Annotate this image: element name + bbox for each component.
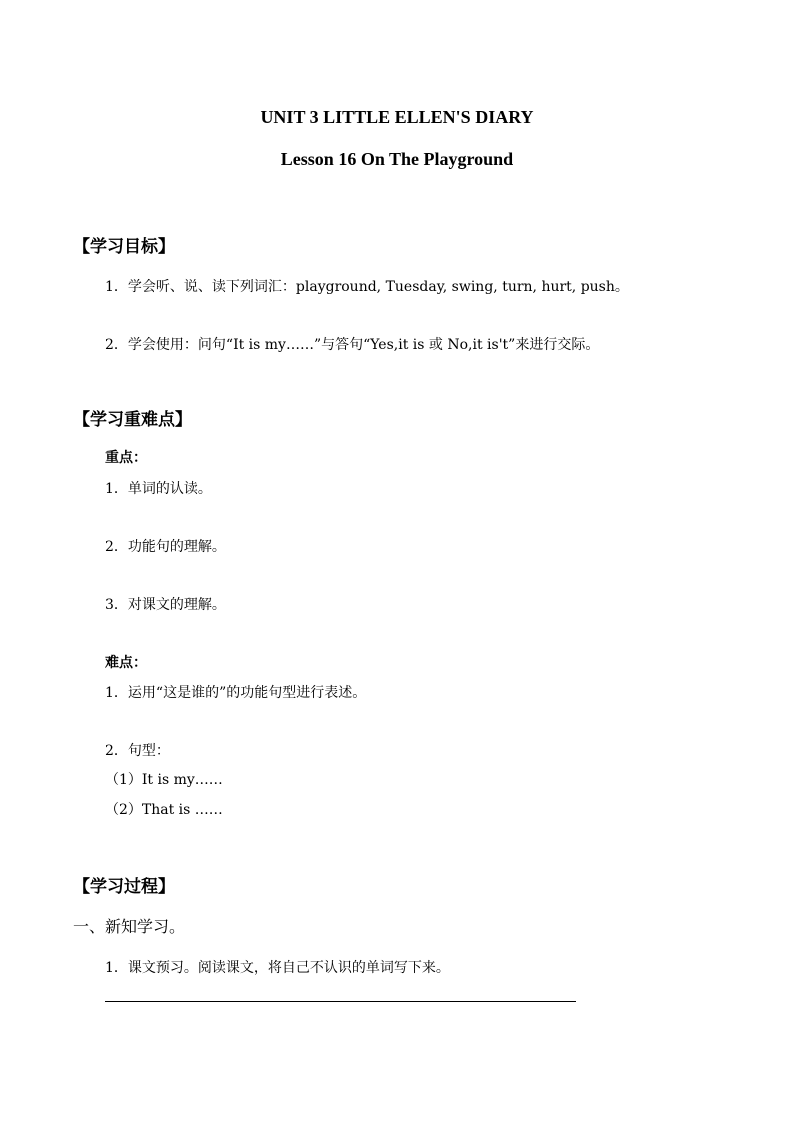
- goal-item-2: 2．学会使用：问句“It is my……”与答句“Yes,it is 或 No,it is't”来进行交际。: [105, 337, 600, 353]
- lesson-title: Lesson 16 On The Playground: [280, 149, 514, 169]
- section-one-title: 一、新知学习。: [73, 917, 186, 936]
- focus-label: 重点：: [105, 450, 147, 466]
- difficulty-item-2: 2．句型：: [105, 743, 170, 759]
- focus-item-2: 2．功能句的理解。: [105, 539, 226, 555]
- unit-title: UNIT 3 LITTLE ELLEN'S DIARY: [260, 107, 534, 127]
- goal-item-1: 1．学会听、说、读下列词汇：playground, Tuesday, swing, turn, hurt, push。: [105, 279, 629, 295]
- key-points-heading: 【学习重难点】: [73, 410, 192, 430]
- difficulty-item-1: 1．运用“这是谁的”的功能句型进行表述。: [105, 685, 367, 701]
- goals-heading: 【学习目标】: [73, 237, 175, 257]
- difficulty-label: 难点：: [105, 655, 147, 671]
- process-heading: 【学习过程】: [73, 877, 175, 897]
- answer-line[interactable]: [105, 1001, 576, 1002]
- focus-item-3: 3．对课文的理解。: [105, 597, 226, 613]
- pattern-1: （1）It is my……: [105, 772, 223, 788]
- pattern-2: （2）That is ……: [105, 802, 223, 818]
- focus-item-1: 1．单词的认读。: [105, 481, 212, 497]
- step-one: 1．课文预习。阅读课文，将自己不认识的单词写下来。: [105, 960, 450, 976]
